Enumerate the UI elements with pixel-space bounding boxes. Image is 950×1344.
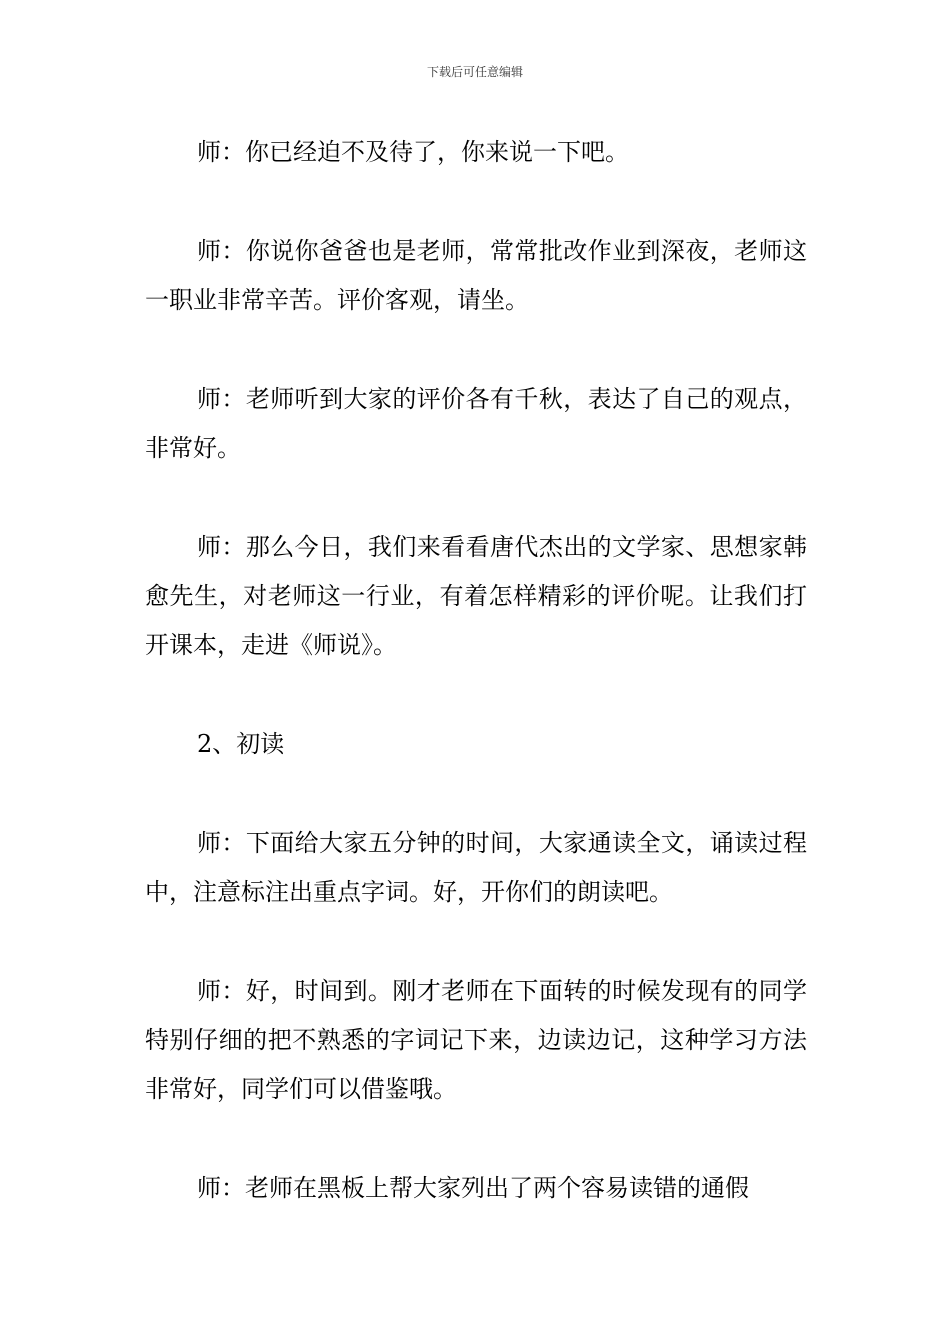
paragraph: 师：那么今日，我们来看看唐代杰出的文学家、思想家韩愈先生，对老师这一行业，有着怎样精彩的评价呢。让我们打开课本，走进《师说》。 <box>145 533 807 659</box>
paragraph: 师：老师在黑板上帮大家列出了两个容易读错的通假 <box>197 1174 749 1202</box>
paragraph: 师：下面给大家五分钟的时间，大家通读全文，诵读过程中，注意标注出重点字词。好，开你们的朗读吧。 <box>145 829 807 906</box>
paragraph: 师：老师听到大家的评价各有千秋，表达了自己的观点，非常好。 <box>145 385 807 462</box>
paragraph: 师：好，时间到。刚才老师在下面转的时候发现有的同学特别仔细的把不熟悉的字词记下来，边读边记，这种学习方法非常好，同学们可以借鉴哦。 <box>145 977 807 1103</box>
paragraph: 师：你说你爸爸也是老师，常常批改作业到深夜，老师这一职业非常辛苦。评价客观，请坐。 <box>145 237 807 314</box>
page-header: 下载后可任意编辑 <box>426 65 523 79</box>
section-heading: 2、初读 <box>197 730 285 758</box>
document-body <box>145 128 807 1263</box>
paragraph: 师：你已经迫不及待了，你来说一下吧。 <box>197 138 629 166</box>
